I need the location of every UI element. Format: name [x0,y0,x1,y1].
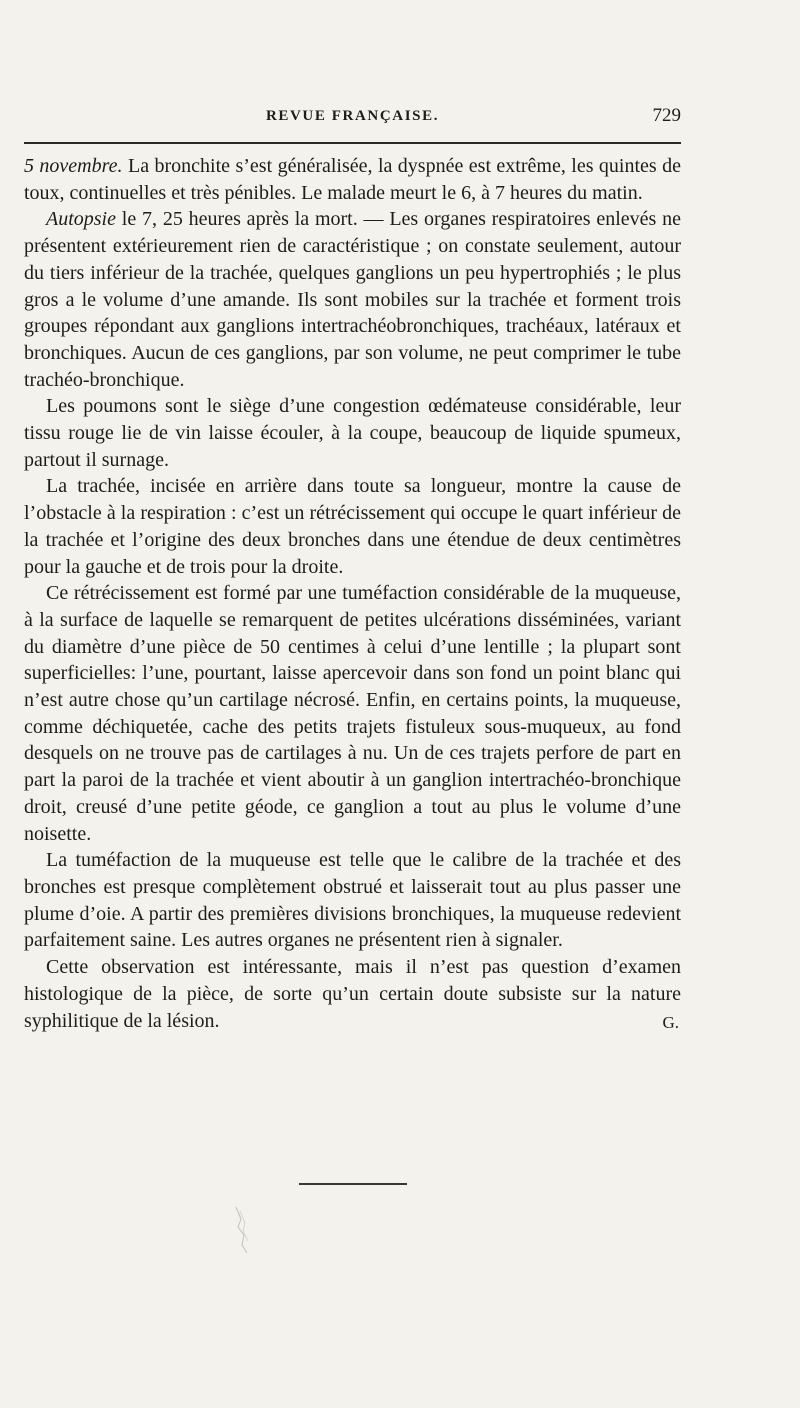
paragraph-stricture [24,580,681,847]
paragraph-lungs [24,393,681,473]
article-body [24,153,681,1036]
paragraph-text: Cette observation est intéressante, mais il n’est pas question d’examen histologique de la pièce, de sorte qu’un certain doute subsiste sur la nature syphilitique de la lésion. [24,956,681,1032]
paragraph-text: Ce rétrécissement est formé par une tuméfaction considérable de la muqueuse, à la surface de laquelle se remarquent de petites ulcérations disséminées, variant du diamètre d’une pièce de 50 centimes à celui d’une lentille ; la plupart sont superficielles: l’une, pourtant, laisse apercevoir dans son fond un point blanc qui n’est autre chose qu’un cartilage nécrosé. Enfin, en certains points, la muqueuse, comme déchiquetée, cache des petits trajets fistuleux sous-muqueux, au fond desquels on ne trouve pas de cartilages à nu. Un de ces trajets perfore de part en part la paroi de la trachée et vient aboutir à un ganglion intertrachéo-bronchique droit, creusé d’une petite géode, ce ganglion a tout au plus le volume d’une noisette. [24,582,681,845]
paragraph-swelling [24,847,681,954]
paragraph-lead: Autopsie [46,208,116,231]
paragraph-conclusion [24,954,681,1034]
running-head [24,105,681,134]
end-rule [299,1183,407,1185]
paragraph-text: La tuméfaction de la muqueuse est telle que le calibre de la trachée et des bronches est presque complètement obstrué et laisserait tout au plus passer une plume d’oie. A partir des premières divisions bronchiques, la muqueuse redevient parfaitement saine. Les autres organes ne présentent rien à signaler. [24,849,681,952]
paragraph-autopsy [24,206,681,393]
paragraph-text: Les poumons sont le siège d’une congestion œdémateuse considérable, leur tissu rouge lie de vin laisse écouler, à la coupe, beaucoup de liquide spumeux, partout il surnage. [24,395,681,471]
paragraph-trachea [24,473,681,580]
running-title: REVUE FRANÇAISE. [265,108,440,124]
paragraph-observation-date [24,153,681,206]
paragraph-text: le 7, 25 heures après la mort. — Les organes respiratoires enlevés ne présentent extérieurement rien de caractéristique ; on constate seulement, autour du tiers inférieur de la trachée, quelques ganglions un peu hypertrophiés ; le plus gros a le volume d’une amande. Ils sont mobiles sur la trachée et forment trois groupes répondant aux ganglions intertrachéobronchiques, trachéaux, latéraux et bronchiques. Aucun de ces ganglions, par son volume, ne peut comprimer le tube trachéo-bronchique. [24,208,681,391]
paragraph-text: La trachée, incisée en arrière dans toute sa longueur, montre la cause de l’obstacle à la respiration : c’est un rétrécissement qui occupe le quart inférieur de la trachée et l’origine des deux bronches dans une étendue de deux centimètres pour la gauche et de trois pour la droite. [24,475,681,578]
paragraph-lead: 5 novembre. [24,155,123,177]
paper-mark [232,1205,252,1255]
author-signature: G. [662,1012,679,1032]
header-rule [24,142,681,144]
paragraph-text: La bronchite s’est généralisée, la dyspnée est extrême, les quintes de toux, continuelles et très pénibles. Le malade meurt le 6, à 7 heures du matin. [24,155,681,204]
page-number: 729 [652,105,681,126]
